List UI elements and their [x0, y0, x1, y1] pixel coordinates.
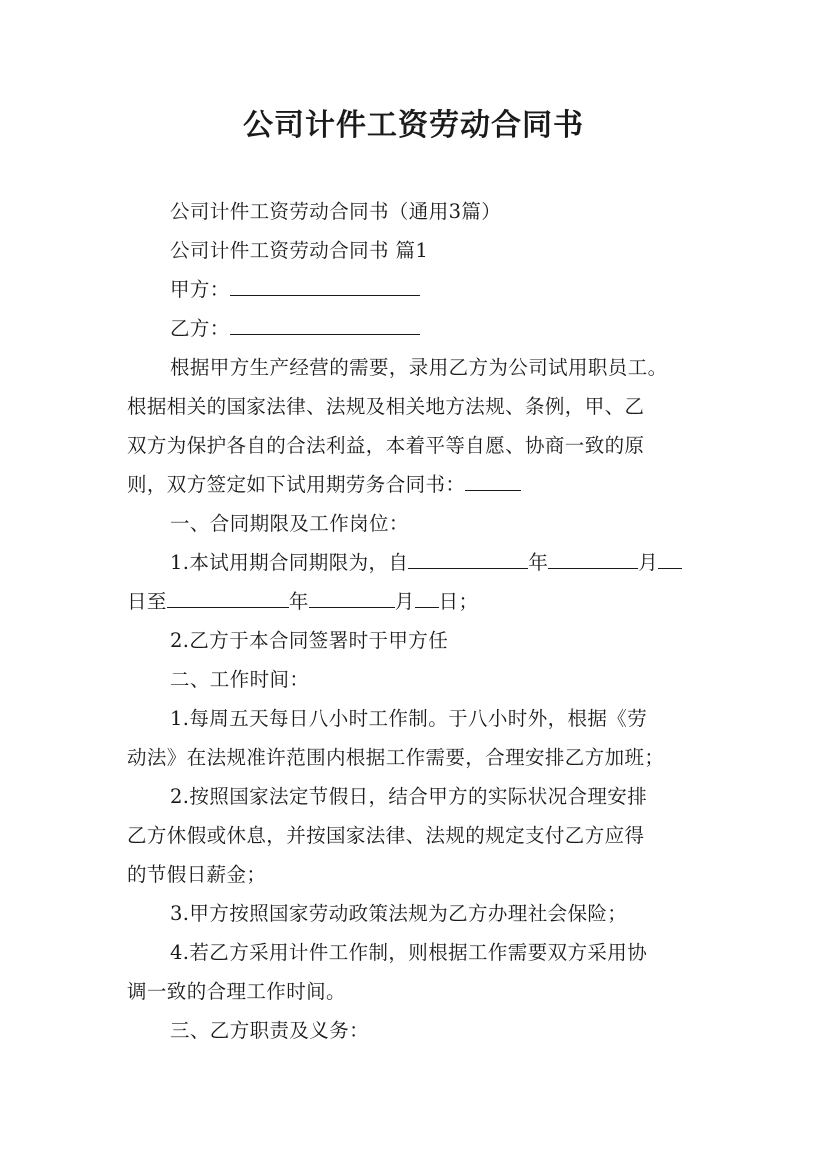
paragraph-line: 根据甲方生产经营的需要，录用乙方为公司试用职员工。	[170, 356, 668, 379]
paragraph-line: 乙方休假或休息，并按国家法律、法规的规定支付乙方应得	[127, 824, 645, 847]
section-three-heading: 三、乙方职责及义务：	[170, 1019, 370, 1042]
blank-field	[465, 472, 521, 491]
paragraph-line: 4.若乙方采用计件工作制，则根据工作需要双方采用协	[170, 941, 648, 964]
paragraph-line: 的节假日薪金；	[127, 863, 267, 886]
section-heading-line: 公司计件工资劳动合同书 篇1	[170, 239, 429, 262]
paragraph-line: 2.按照国家法定节假日，结合甲方的实际状况合理安排	[170, 785, 648, 808]
paragraph-line: 2.乙方于本合同签署时于甲方任	[170, 629, 449, 652]
start-month-blank	[548, 550, 638, 569]
party-b-blank	[230, 316, 420, 335]
paragraph-line: 调一致的合理工作时间。	[127, 980, 346, 1003]
contract-period-line: 1.本试用期合同期限为，自 年 月	[170, 544, 750, 582]
paragraph-line: 3.甲方按照国家劳动政策法规为乙方办理社会保险；	[170, 902, 628, 925]
party-b-line	[170, 310, 750, 348]
start-year-blank	[408, 550, 528, 569]
end-day-blank	[415, 589, 439, 608]
document-title: 公司计件工资劳动合同书	[243, 108, 584, 143]
paragraph-line: 动法》在法规准许范围内根据工作需要，合理安排乙方加班；	[127, 746, 665, 769]
party-a-label: 甲方：	[170, 278, 230, 301]
party-a-line	[170, 271, 750, 309]
subtitle-line: 公司计件工资劳动合同书（通用3篇）	[170, 200, 502, 223]
paragraph-line: 1.每周五天每日八小时工作制。于八小时外，根据《劳	[170, 707, 648, 730]
section-two-heading: 二、工作时间：	[170, 668, 310, 691]
start-day-blank	[658, 550, 682, 569]
end-month-blank	[309, 589, 395, 608]
party-b-label: 乙方：	[170, 317, 230, 340]
party-a-blank	[230, 277, 420, 296]
end-year-blank	[167, 589, 289, 608]
section-one-heading: 一、合同期限及工作岗位：	[170, 512, 409, 535]
paragraph-line: 则，双方签定如下试用期劳务合同书：	[127, 466, 707, 504]
paragraph-line: 根据相关的国家法律、法规及相关地方法规、条例，甲、乙	[127, 395, 645, 418]
paragraph-line: 双方为保护各自的合法利益，本着平等自愿、协商一致的原	[127, 434, 645, 457]
contract-period-line-2: 日至 年 月 日；	[127, 590, 479, 613]
